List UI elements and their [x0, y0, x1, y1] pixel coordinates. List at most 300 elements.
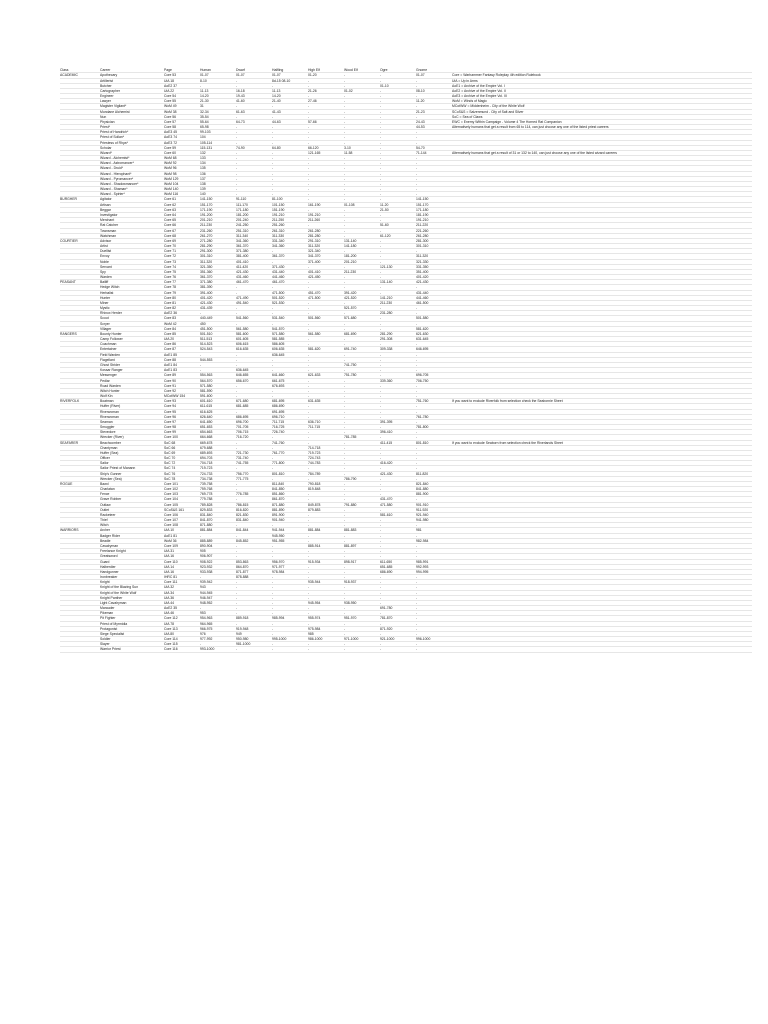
table-cell	[60, 296, 100, 300]
note-cell	[452, 389, 752, 393]
table-cell: Villager	[100, 326, 112, 331]
table-cell: 01-10	[380, 83, 389, 88]
table-cell: AoE1 84	[164, 362, 178, 367]
table-cell: 954-963	[200, 616, 213, 621]
table-cell: 501-580	[416, 316, 429, 321]
table-cell: 441-460	[416, 295, 429, 300]
table-cell: -	[416, 533, 418, 538]
table-cell	[60, 120, 100, 124]
table-cell: Core 74	[164, 264, 177, 269]
table-cell: 35-54	[200, 114, 209, 119]
table-cell: Grave Robber	[100, 497, 122, 502]
table-cell: 431-440	[272, 269, 285, 274]
table-cell: 211-260	[308, 218, 321, 223]
table-cell: UiA 32	[164, 585, 174, 590]
table-cell: 531-540	[272, 316, 285, 321]
table-cell: -	[236, 104, 238, 109]
table-cell: -	[236, 440, 238, 445]
table-cell: -	[380, 368, 382, 373]
table-cell: Priestess of Rhya*	[100, 140, 128, 145]
table-cell: 301-310	[416, 244, 429, 249]
table-cell: 271-280	[200, 238, 213, 243]
table-cell: -	[236, 171, 238, 176]
table-cell: 944-945	[200, 590, 213, 595]
note-cell	[452, 306, 752, 310]
table-cell: -	[308, 280, 310, 285]
table-cell: 261-280	[416, 233, 429, 238]
note-cell: SCoS&S = Salzenmund - City of Salt and Silver	[452, 109, 524, 114]
table-cell: -	[380, 94, 382, 99]
table-cell: -	[344, 104, 346, 109]
table-cell: -	[236, 311, 238, 316]
table-cell: Core 114	[164, 637, 178, 642]
table-cell: 669-678	[200, 440, 213, 445]
table-cell: -	[272, 435, 274, 440]
table-cell: 611-650	[380, 559, 393, 564]
table-cell: 231-260	[200, 228, 213, 233]
table-cell: 115-131	[200, 145, 213, 150]
table-cell: -	[272, 362, 274, 367]
table-cell: 451-500	[200, 326, 213, 331]
table-cell: -	[344, 471, 346, 476]
table-cell: Slayer	[100, 642, 110, 647]
table-cell: 716-725	[272, 425, 285, 430]
table-cell	[60, 461, 100, 465]
table-cell: Core 83	[164, 316, 177, 321]
table-cell: -	[272, 445, 274, 450]
table-cell: 661-675	[272, 378, 285, 383]
table-cell: 138	[200, 181, 206, 186]
table-cell: -	[344, 564, 346, 569]
table-cell: -	[380, 342, 382, 347]
table-cell	[60, 358, 100, 362]
table-cell: -	[416, 383, 418, 388]
table-cell: -	[236, 156, 238, 161]
table-cell: -	[236, 487, 238, 492]
table-cell: -	[344, 300, 346, 305]
table-cell: UiA 80	[164, 631, 174, 636]
table-cell: 879-883	[308, 507, 321, 512]
table-cell: -	[308, 642, 310, 647]
table-cell: RIVERFOLK	[60, 399, 80, 404]
table-cell: 141-150	[416, 197, 429, 202]
table-cell: -	[308, 466, 310, 471]
table-cell: 831-840	[236, 518, 249, 523]
table-cell: Artillerist	[100, 78, 113, 83]
table-cell: 08-10	[416, 88, 425, 93]
table-cell: Core 101	[164, 481, 178, 486]
note-cell	[452, 342, 752, 346]
table-cell: 676-693	[272, 383, 285, 388]
table-cell: -	[308, 362, 310, 367]
table-cell: Core 80	[164, 295, 177, 300]
table-cell: -	[308, 171, 310, 176]
table-cell: -	[416, 135, 418, 140]
table-cell: 361-370	[200, 275, 213, 280]
table-cell: -	[344, 419, 346, 424]
table-cell: 51-60	[380, 223, 389, 228]
table-cell: -	[416, 456, 418, 461]
table-cell: 139	[200, 187, 206, 192]
table-cell: Bawd	[100, 481, 109, 486]
table-cell: -	[272, 181, 274, 186]
table-cell: 985-994	[272, 616, 285, 621]
table-cell: 651-685	[380, 564, 393, 569]
table-cell: -	[308, 497, 310, 502]
table-cell: AoE3 45	[164, 130, 178, 135]
table-cell: Agitator	[100, 197, 112, 202]
table-cell: Wizard - Alchemist*	[100, 156, 130, 161]
table-cell: Outlaw	[100, 502, 111, 507]
table-cell: 501-560	[308, 316, 321, 321]
table-cell	[60, 94, 100, 98]
table-cell: -	[272, 161, 274, 166]
table-cell: WoM 36	[164, 538, 177, 543]
table-cell	[60, 415, 100, 419]
table-cell	[60, 229, 100, 233]
note-cell	[452, 528, 752, 532]
table-cell: Soldier	[100, 637, 111, 642]
table-cell: 841-850	[272, 487, 285, 492]
table-cell	[60, 534, 100, 538]
table-cell: Fence	[100, 492, 110, 497]
table-cell: 811-820	[416, 471, 429, 476]
table-cell: -	[236, 600, 238, 605]
table-cell	[60, 146, 100, 150]
table-cell: Priest of Sollan*	[100, 135, 125, 140]
table-cell: Miner	[100, 300, 109, 305]
table-cell: Core 105	[164, 502, 178, 507]
table-cell: -	[344, 378, 346, 383]
table-cell: 841-844	[236, 528, 249, 533]
table-cell: Core 102	[164, 487, 178, 492]
table-cell: 946-947	[200, 595, 213, 600]
table-cell: -	[380, 135, 382, 140]
table-cell: Entertainer	[100, 347, 117, 352]
table-cell: -	[416, 549, 418, 554]
table-cell: Core 79	[164, 290, 177, 295]
table-cell: -	[380, 435, 382, 440]
table-cell: 133	[200, 156, 206, 161]
table-cell: -	[308, 104, 310, 109]
table-cell: 431-460	[236, 275, 249, 280]
table-cell: -	[272, 580, 274, 585]
table-cell: -	[308, 569, 310, 574]
table-cell: Rat Catcher	[100, 223, 119, 228]
table-cell: Bailiff	[100, 280, 109, 285]
table-cell: 361-370	[272, 254, 285, 259]
table-cell	[60, 389, 100, 393]
table-cell: Physician	[100, 119, 115, 124]
table-cell: 571-580	[272, 331, 285, 336]
table-cell: Core 106	[164, 512, 178, 517]
note-cell	[452, 430, 752, 434]
note-cell	[452, 487, 752, 491]
table-cell: -	[380, 554, 382, 559]
note-cell	[452, 570, 752, 574]
table-cell: -	[236, 285, 238, 290]
table-cell: Knight of the Blazing Sun	[100, 585, 139, 590]
table-cell: -	[236, 606, 238, 611]
table-cell: -	[380, 642, 382, 647]
table-cell: 631-645	[416, 337, 429, 342]
table-cell: 889-918	[236, 616, 249, 621]
table-cell: -	[272, 306, 274, 311]
table-cell	[60, 363, 100, 367]
table-cell: 921-1000	[380, 637, 395, 642]
table-cell: 851-860	[272, 492, 285, 497]
table-cell: -	[416, 285, 418, 290]
table-cell: 950-980	[236, 637, 249, 642]
table-cell: 171-180	[236, 207, 249, 212]
table-cell: 918-937	[344, 580, 357, 585]
note-cell	[452, 316, 752, 320]
table-cell: 451-470	[308, 290, 321, 295]
table-cell: 654-663	[200, 430, 213, 435]
table-cell: 976	[200, 631, 206, 636]
table-cell: 461-470	[236, 280, 249, 285]
table-cell: Field Warden	[100, 352, 121, 357]
table-cell: -	[272, 595, 274, 600]
table-cell: 971-1000	[344, 637, 359, 642]
table-cell: 786-790	[344, 476, 357, 481]
table-cell: 16-18	[236, 88, 245, 93]
note-cell	[452, 549, 752, 553]
table-cell: -	[380, 362, 382, 367]
table-cell: Coachman	[100, 342, 117, 347]
table-cell: Warrior Priest	[100, 647, 121, 652]
table-cell: SoC 66	[164, 445, 176, 450]
table-cell	[60, 285, 100, 289]
table-cell: Mystic	[100, 306, 110, 311]
note-cell	[452, 177, 752, 181]
table-cell: 351-400	[416, 269, 429, 274]
table-cell: WoM 140	[164, 187, 179, 192]
table-cell: -	[416, 554, 418, 559]
table-cell: -	[200, 362, 202, 367]
table-cell: Townsman	[100, 228, 117, 233]
table-cell	[60, 518, 100, 522]
table-cell: -	[416, 78, 418, 83]
table-cell: -	[380, 218, 382, 223]
note-cell	[452, 611, 752, 615]
table-cell: -	[380, 306, 382, 311]
table-cell: 871-877	[236, 569, 249, 574]
note-cell	[452, 435, 752, 439]
table-cell: 719-723	[200, 466, 213, 471]
table-cell: 371-380	[236, 249, 249, 254]
table-cell: -	[416, 192, 418, 197]
table-cell: Core 54	[164, 94, 177, 99]
table-cell: 681-695	[272, 399, 285, 404]
table-cell: 396-410	[380, 430, 393, 435]
table-cell: 132	[200, 150, 206, 155]
table-cell: Pit Fighter	[100, 616, 116, 621]
table-cell: 586-605	[272, 342, 285, 347]
table-cell: 656-670	[236, 378, 249, 383]
note-cell	[452, 637, 752, 641]
table-cell: 421-430	[380, 471, 393, 476]
table-cell	[60, 503, 100, 507]
table-cell	[60, 554, 100, 558]
table-cell	[60, 306, 100, 310]
table-cell: 311-320	[200, 259, 213, 264]
table-cell: 261-270	[200, 233, 213, 238]
table-cell: 191-210	[416, 218, 429, 223]
table-cell	[60, 311, 100, 315]
table-cell: UiA 14	[164, 564, 174, 569]
table-cell: -	[236, 176, 238, 181]
table-cell: 371-380	[200, 280, 213, 285]
table-cell: Core 70	[164, 244, 177, 249]
table-cell: -	[236, 585, 238, 590]
table-cell: 281-290	[380, 331, 393, 336]
table-cell: 561-580	[236, 326, 249, 331]
table-cell: -	[308, 300, 310, 305]
note-cell	[452, 213, 752, 217]
table-cell: 191-200	[200, 213, 213, 217]
table-cell: UiA 78	[164, 621, 174, 626]
table-cell: -	[272, 631, 274, 636]
header-cell: Class	[60, 68, 69, 73]
table-cell: 601-605	[236, 337, 249, 342]
table-cell: -	[308, 264, 310, 269]
table-cell: -	[416, 249, 418, 254]
table-cell: 341-360	[272, 244, 285, 249]
table-cell: 948-952	[200, 600, 213, 605]
table-cell: 27-46	[308, 99, 317, 104]
table-cell: -	[344, 430, 346, 435]
table-cell	[60, 337, 100, 341]
table-cell: SEAFARER	[60, 440, 79, 445]
table-cell	[60, 466, 100, 470]
table-cell: 131-140	[380, 280, 393, 285]
table-cell: 631-635	[308, 399, 321, 404]
header-cell: Page	[164, 68, 172, 73]
table-cell: 744-783	[308, 461, 321, 466]
table-cell: -	[380, 409, 382, 414]
table-cell: -	[308, 156, 310, 161]
table-cell: Priest of Handrich*	[100, 130, 129, 135]
table-cell	[60, 596, 100, 600]
table-cell: -	[236, 621, 238, 626]
table-cell: Handgunner	[100, 569, 119, 574]
table-cell	[60, 606, 100, 610]
note-cell	[452, 254, 752, 258]
note-cell	[452, 301, 752, 305]
table-cell: Core 66	[164, 223, 177, 228]
table-cell: 491-540	[236, 300, 249, 305]
table-cell: -	[308, 549, 310, 554]
table-cell: -	[272, 135, 274, 140]
table-cell	[60, 208, 100, 212]
table-cell: Mundane Alchemist	[100, 109, 130, 114]
table-cell: 951-955	[272, 538, 285, 543]
table-cell: 966-975	[200, 626, 213, 631]
table-cell: 821-840	[416, 481, 429, 486]
table-cell: 811-840	[272, 481, 285, 486]
table-cell: 21-30	[200, 99, 209, 104]
table-cell: -	[344, 326, 346, 331]
table-cell: -	[236, 321, 238, 326]
table-cell: 21-40	[272, 99, 281, 104]
table-cell: Core 75	[164, 269, 177, 274]
table-cell: -	[344, 507, 346, 512]
note-cell	[452, 270, 752, 274]
table-cell	[60, 244, 100, 248]
table-cell: 71-144	[416, 150, 427, 155]
table-cell: -	[272, 611, 274, 616]
table-cell: -	[416, 430, 418, 435]
table-cell: -	[344, 538, 346, 543]
note-cell	[452, 647, 752, 651]
table-cell: Camp Follower	[100, 337, 123, 342]
table-cell: -	[308, 606, 310, 611]
table-cell: 151-170	[416, 202, 429, 207]
table-cell: Huffer (Sea)	[100, 450, 119, 455]
table-cell: Scholar	[100, 145, 112, 150]
table-cell	[60, 477, 100, 481]
table-cell: -	[236, 481, 238, 486]
table-cell: WoM 116	[164, 192, 179, 197]
table-cell: 57-66	[308, 119, 317, 124]
table-cell: 581-585	[272, 337, 285, 342]
table-cell: -	[308, 311, 310, 316]
table-cell: 849-878	[308, 502, 321, 507]
table-cell	[60, 394, 100, 398]
table-cell: -	[344, 492, 346, 497]
table-cell: 981-1000	[236, 642, 251, 647]
table-cell: 651-653	[200, 425, 213, 430]
table-cell: SoC 74	[164, 466, 176, 471]
table-cell: -	[416, 642, 418, 647]
table-cell: AoE2 35	[164, 606, 178, 611]
table-cell: Cartographer	[100, 88, 120, 93]
table-cell: -	[380, 145, 382, 150]
table-cell: Outlet	[100, 507, 110, 512]
table-cell: UiA 36	[164, 595, 174, 600]
table-cell: 885-889	[200, 538, 213, 543]
table-cell: -	[308, 595, 310, 600]
table-cell: -	[344, 647, 346, 652]
table-cell: -	[380, 373, 382, 378]
table-cell: -	[380, 156, 382, 161]
table-cell	[60, 373, 100, 377]
table-cell: 44-63	[272, 119, 281, 124]
table-cell: -	[380, 585, 382, 590]
note-cell	[452, 218, 752, 222]
table-cell: -	[380, 487, 382, 492]
note-cell	[452, 472, 752, 476]
table-cell: SoC 68	[164, 440, 176, 445]
note-cell	[452, 311, 752, 315]
table-cell: Flagellant	[100, 357, 115, 362]
table-cell: 908-922	[200, 559, 213, 564]
table-cell: 953	[200, 611, 206, 616]
table-cell: 431-439	[200, 306, 213, 311]
table-cell: 923-932	[200, 564, 213, 569]
table-cell: 104	[200, 135, 206, 140]
table-cell: 01-07	[272, 73, 281, 78]
table-cell: -	[416, 461, 418, 466]
table-cell: -	[308, 518, 310, 523]
table-cell: RANGERS	[60, 331, 77, 336]
table-cell: -	[236, 125, 238, 130]
table-cell: Core 76	[164, 275, 177, 280]
table-cell	[60, 79, 100, 83]
table-cell	[60, 353, 100, 357]
table-cell: 591-600	[200, 394, 213, 399]
